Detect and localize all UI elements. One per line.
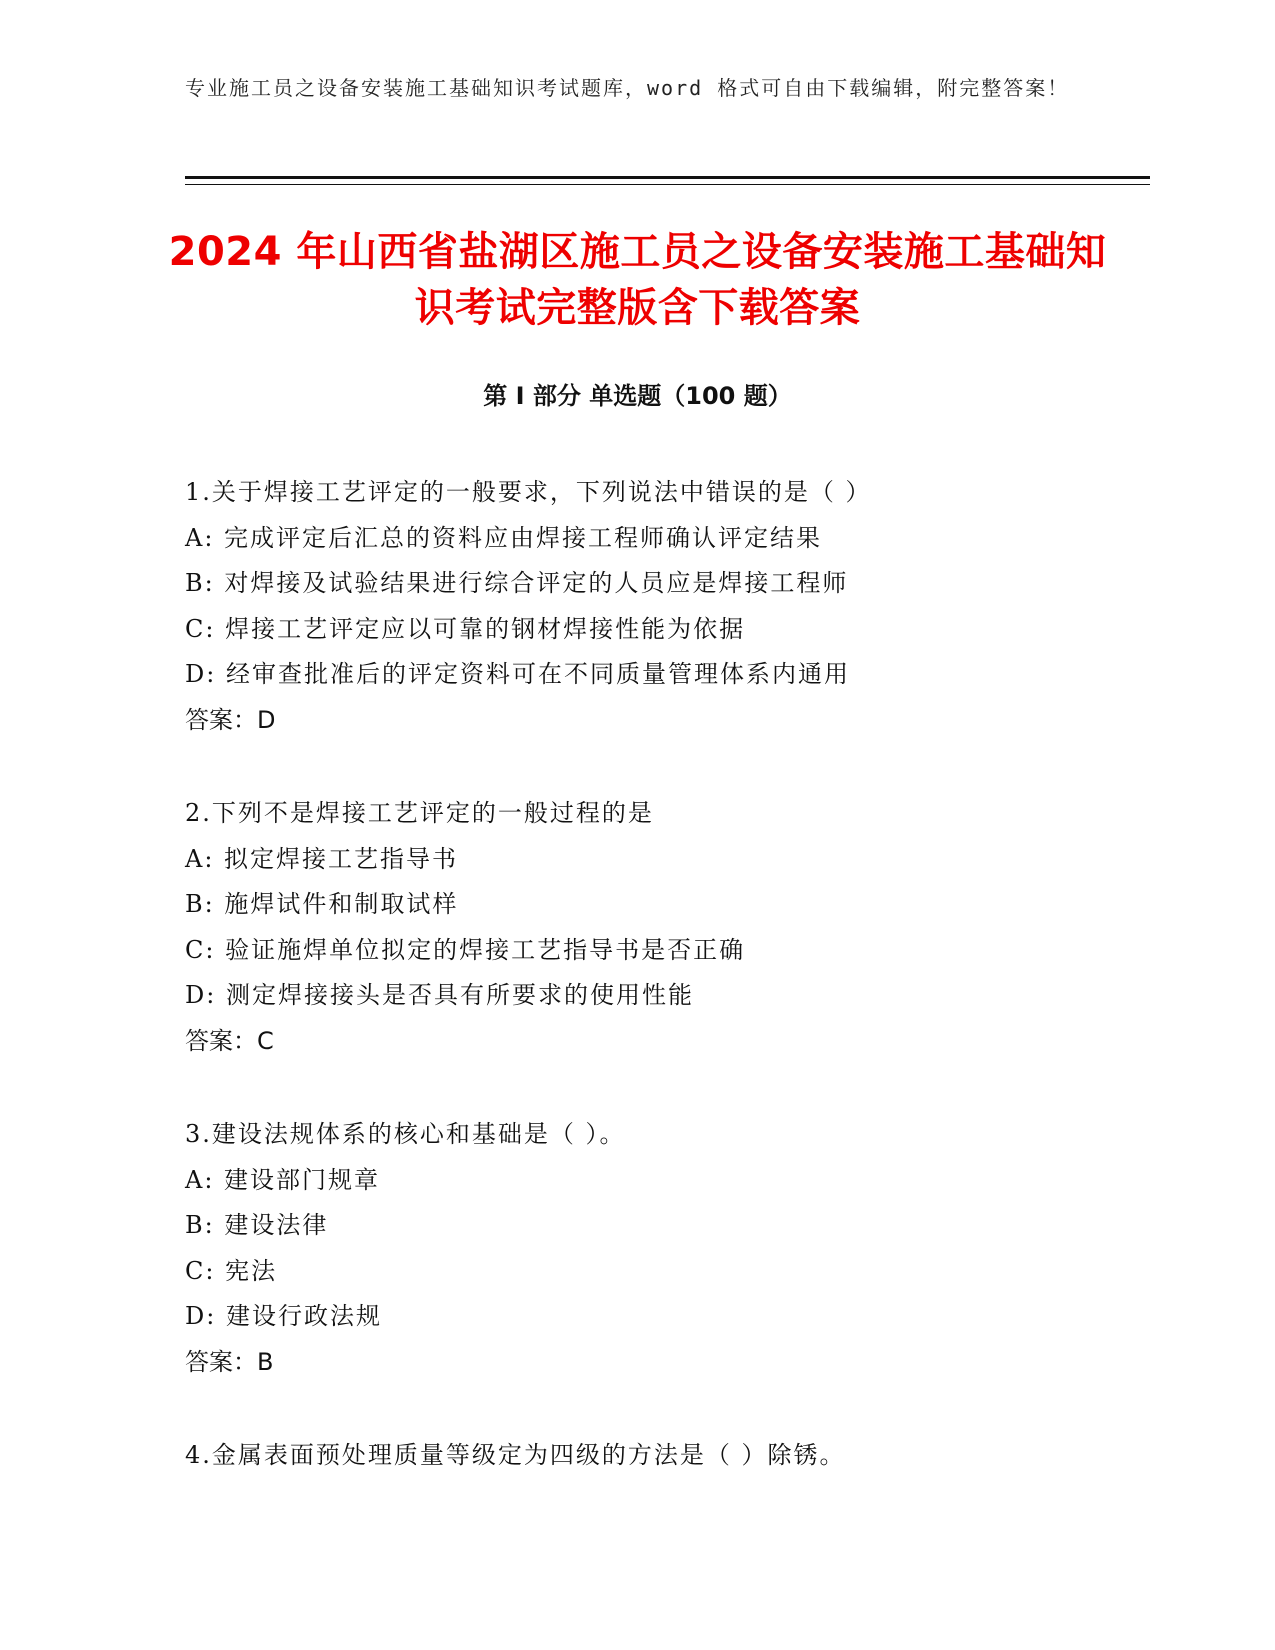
option-b: B: 施焊试件和制取试样	[185, 890, 459, 918]
header-divider-thick	[185, 176, 1150, 179]
question-stem: 4.金属表面预处理质量等级定为四级的方法是（ ）除锈。	[185, 1441, 846, 1469]
header-note: 专业施工员之设备安装施工基础知识考试题库，word 格式可自由下载编辑，附完整答案！	[185, 76, 1070, 100]
answer-line: 答案：C	[185, 1026, 274, 1055]
question-spacer	[185, 1385, 1145, 1433]
option-c: C: 焊接工艺评定应以可靠的钢材焊接性能为依据	[185, 614, 746, 643]
header-divider-thin	[185, 184, 1150, 185]
answer-line: 答案：D	[185, 705, 276, 734]
option-c: C: 宪法	[185, 1256, 278, 1285]
option-b: B: 建设法律	[185, 1211, 329, 1239]
option-a: A: 拟定焊接工艺指导书	[185, 844, 459, 873]
question-1	[185, 470, 1145, 743]
document-title: 2024 年山西省盐湖区施工员之设备安装施工基础知识考试完整版含下载答案	[168, 229, 1107, 331]
option-a: A: 建设部门规章	[185, 1165, 381, 1194]
question-stem: 3.建设法规体系的核心和基础是（ ）。	[185, 1120, 626, 1148]
question-2	[185, 791, 1145, 1064]
section-heading: 第 I 部分 单选题（100 题）	[483, 382, 792, 410]
option-d: D: 经审查批准后的评定资料可在不同质量管理体系内通用	[185, 660, 850, 688]
question-stem: 2.下列不是焊接工艺评定的一般过程的是	[185, 799, 654, 827]
option-d: D: 建设行政法规	[185, 1302, 382, 1330]
option-c: C: 验证施焊单位拟定的焊接工艺指导书是否正确	[185, 935, 746, 964]
option-a: A: 完成评定后汇总的资料应由焊接工程师确认评定结果	[185, 523, 823, 552]
option-d: D: 测定焊接接头是否具有所要求的使用性能	[185, 981, 694, 1009]
question-spacer	[185, 1064, 1145, 1112]
question-list	[185, 470, 1145, 1479]
answer-line: 答案：B	[185, 1347, 274, 1376]
option-b: B: 对焊接及试验结果进行综合评定的人员应是焊接工程师	[185, 569, 849, 597]
question-4	[185, 1433, 1145, 1479]
question-3	[185, 1112, 1145, 1385]
question-spacer	[185, 743, 1145, 791]
question-stem: 1.关于焊接工艺评定的一般要求，下列说法中错误的是（ ）	[185, 478, 872, 506]
